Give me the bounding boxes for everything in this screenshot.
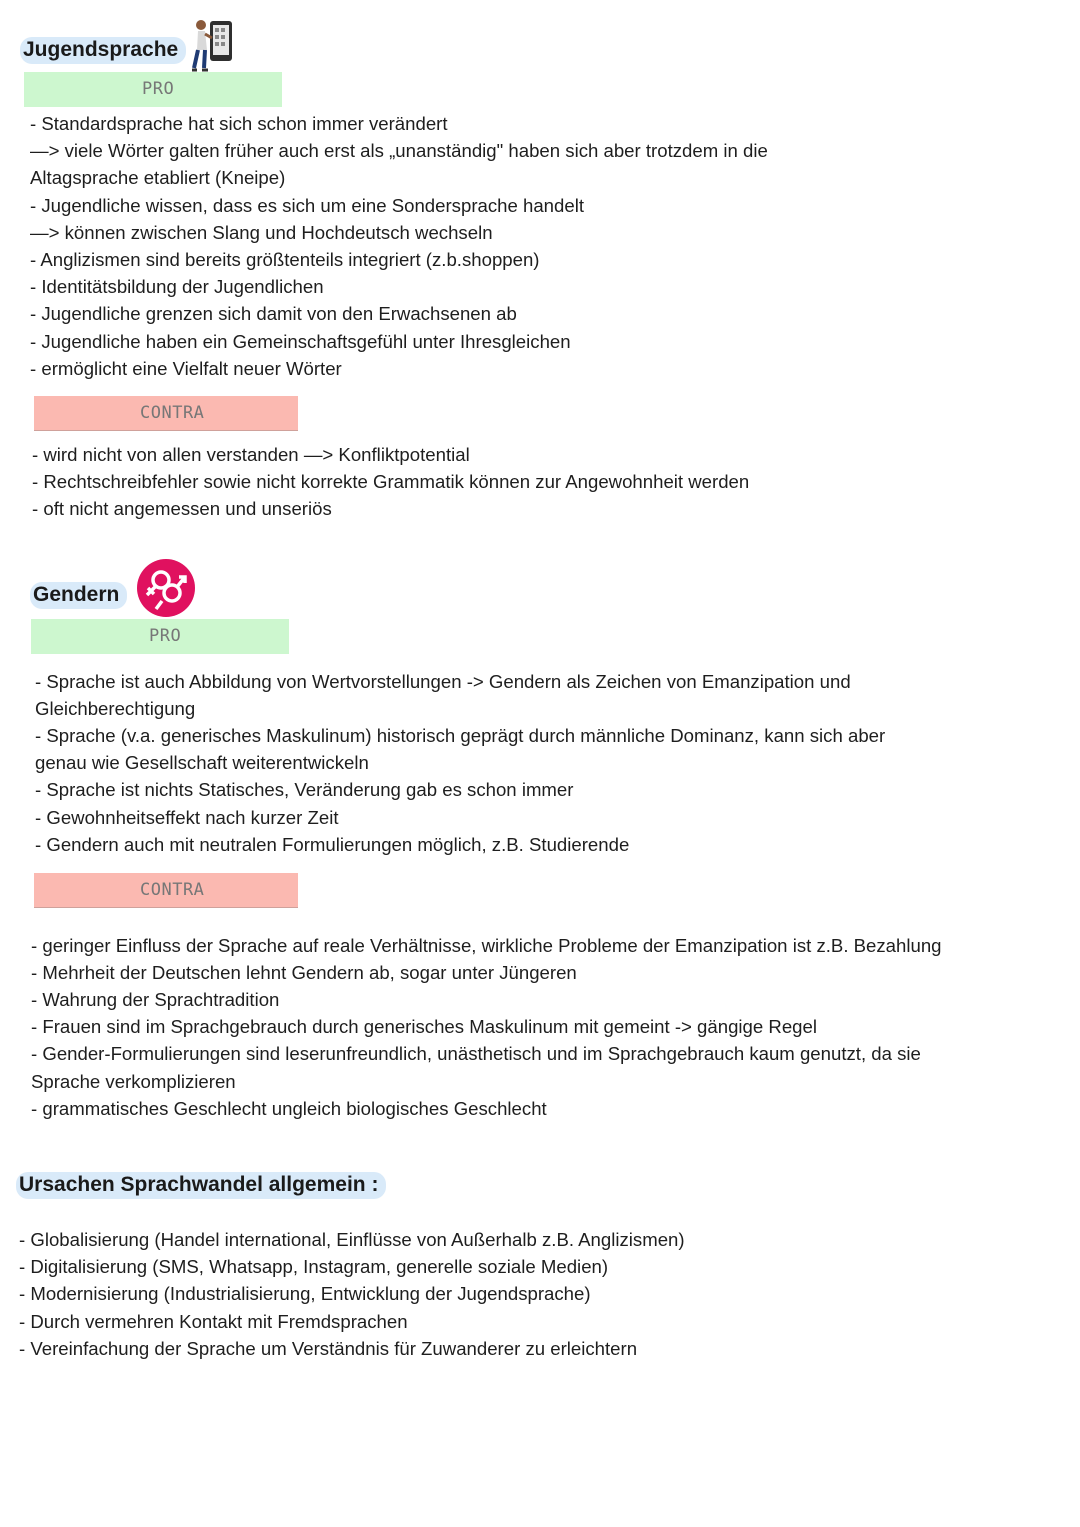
text-line: - Gender-Formulierungen sind leserunfreundlich, unästhetisch und im Sprachgebrauch kaum genutzt, da sie bbox=[31, 1043, 921, 1065]
heading-gendern: Gendern bbox=[30, 582, 127, 609]
text-line: - Rechtschreibfehler sowie nicht korrekte Grammatik können zur Angewohnheit werden bbox=[32, 471, 750, 493]
heading-ursachen: Ursachen Sprachwandel allgemein : bbox=[16, 1172, 386, 1199]
text-line: - grammatisches Geschlecht ungleich biologisches Geschlecht bbox=[31, 1097, 547, 1119]
text-line: - Digitalisierung (SMS, Whatsapp, Instagram, generelle soziale Medien) bbox=[19, 1256, 609, 1278]
text-line: Altagsprache etabliert (Kneipe) bbox=[30, 167, 286, 189]
heading-jugendsprache: Jugendsprache bbox=[20, 37, 186, 64]
text-line: - Modernisierung (Industrialisierung, Entwicklung der Jugendsprache) bbox=[19, 1283, 591, 1305]
text-line: - Jugendliche haben ein Gemeinschaftsgefühl unter Ihresgleichen bbox=[30, 330, 571, 352]
text-line: - Gendern auch mit neutralen Formulierungen möglich, z.B. Studierende bbox=[35, 833, 630, 855]
text-line: —> können zwischen Slang und Hochdeutsch wechseln bbox=[30, 221, 493, 243]
text-line: - Standardsprache hat sich schon immer verändert bbox=[30, 113, 448, 134]
text-line: —> viele Wörter galten früher auch erst als „unanständig" haben sich aber trotzdem in die bbox=[30, 140, 768, 162]
text-line: - Gewohnheitseffekt nach kurzer Zeit bbox=[35, 806, 339, 828]
text-line: - Mehrheit der Deutschen lehnt Gendern ab, sogar unter Jüngeren bbox=[31, 962, 577, 984]
person-with-phone-icon bbox=[190, 16, 240, 74]
text-line: genau wie Gesellschaft weiterentwickeln bbox=[35, 752, 369, 774]
text-line: - Vereinfachung der Sprache um Verständnis für Zuwanderer zu erleichtern bbox=[19, 1337, 638, 1359]
text-line: - Jugendliche grenzen sich damit von den Erwachsenen ab bbox=[30, 303, 517, 325]
text-line: - oft nicht angemessen und unseriös bbox=[32, 498, 332, 520]
contra-label: CONTRA bbox=[34, 396, 298, 431]
pro-label: PRO bbox=[24, 72, 282, 107]
pro-label: PRO bbox=[31, 619, 289, 654]
text-line: - wird nicht von allen verstanden —> Konfliktpotential bbox=[32, 444, 470, 465]
text-line: - geringer Einfluss der Sprache auf reale Verhältnisse, wirkliche Probleme der Emanzipation ist z.B. Bezahlung bbox=[31, 935, 942, 956]
text-line: Sprache verkomplizieren bbox=[31, 1070, 236, 1092]
text-line: - Anglizismen sind bereits größtenteils integriert (z.b.shoppen) bbox=[30, 249, 540, 270]
text-line: - Wahrung der Sprachtradition bbox=[31, 989, 280, 1011]
text-line: - Sprache (v.a. generisches Maskulinum) historisch geprägt durch männliche Dominanz, kann sich aber bbox=[35, 725, 886, 747]
text-line: - ermöglicht eine Vielfalt neuer Wörter bbox=[30, 357, 342, 379]
text-line: Gleichberechtigung bbox=[35, 698, 196, 720]
contra-label: CONTRA bbox=[34, 873, 298, 908]
text-line: - Sprache ist auch Abbildung von Wertvorstellungen -> Gendern als Zeichen von Emanzipation und bbox=[35, 671, 851, 692]
text-line: - Sprache ist nichts Statisches, Veränderung gab es schon immer bbox=[35, 779, 574, 801]
text-line: - Identitätsbildung der Jugendlichen bbox=[30, 276, 324, 298]
text-line: - Frauen sind im Sprachgebrauch durch generisches Maskulinum mit gemeint -> gängige Regel bbox=[31, 1016, 817, 1038]
text-line: - Jugendliche wissen, dass es sich um eine Sondersprache handelt bbox=[30, 194, 584, 216]
text-line: - Globalisierung (Handel international, Einflüsse von Außerhalb z.B. Anglizismen) bbox=[19, 1229, 685, 1250]
text-line: - Durch vermehren Kontakt mit Fremdsprachen bbox=[19, 1310, 408, 1332]
gender-symbol-icon bbox=[135, 557, 197, 619]
